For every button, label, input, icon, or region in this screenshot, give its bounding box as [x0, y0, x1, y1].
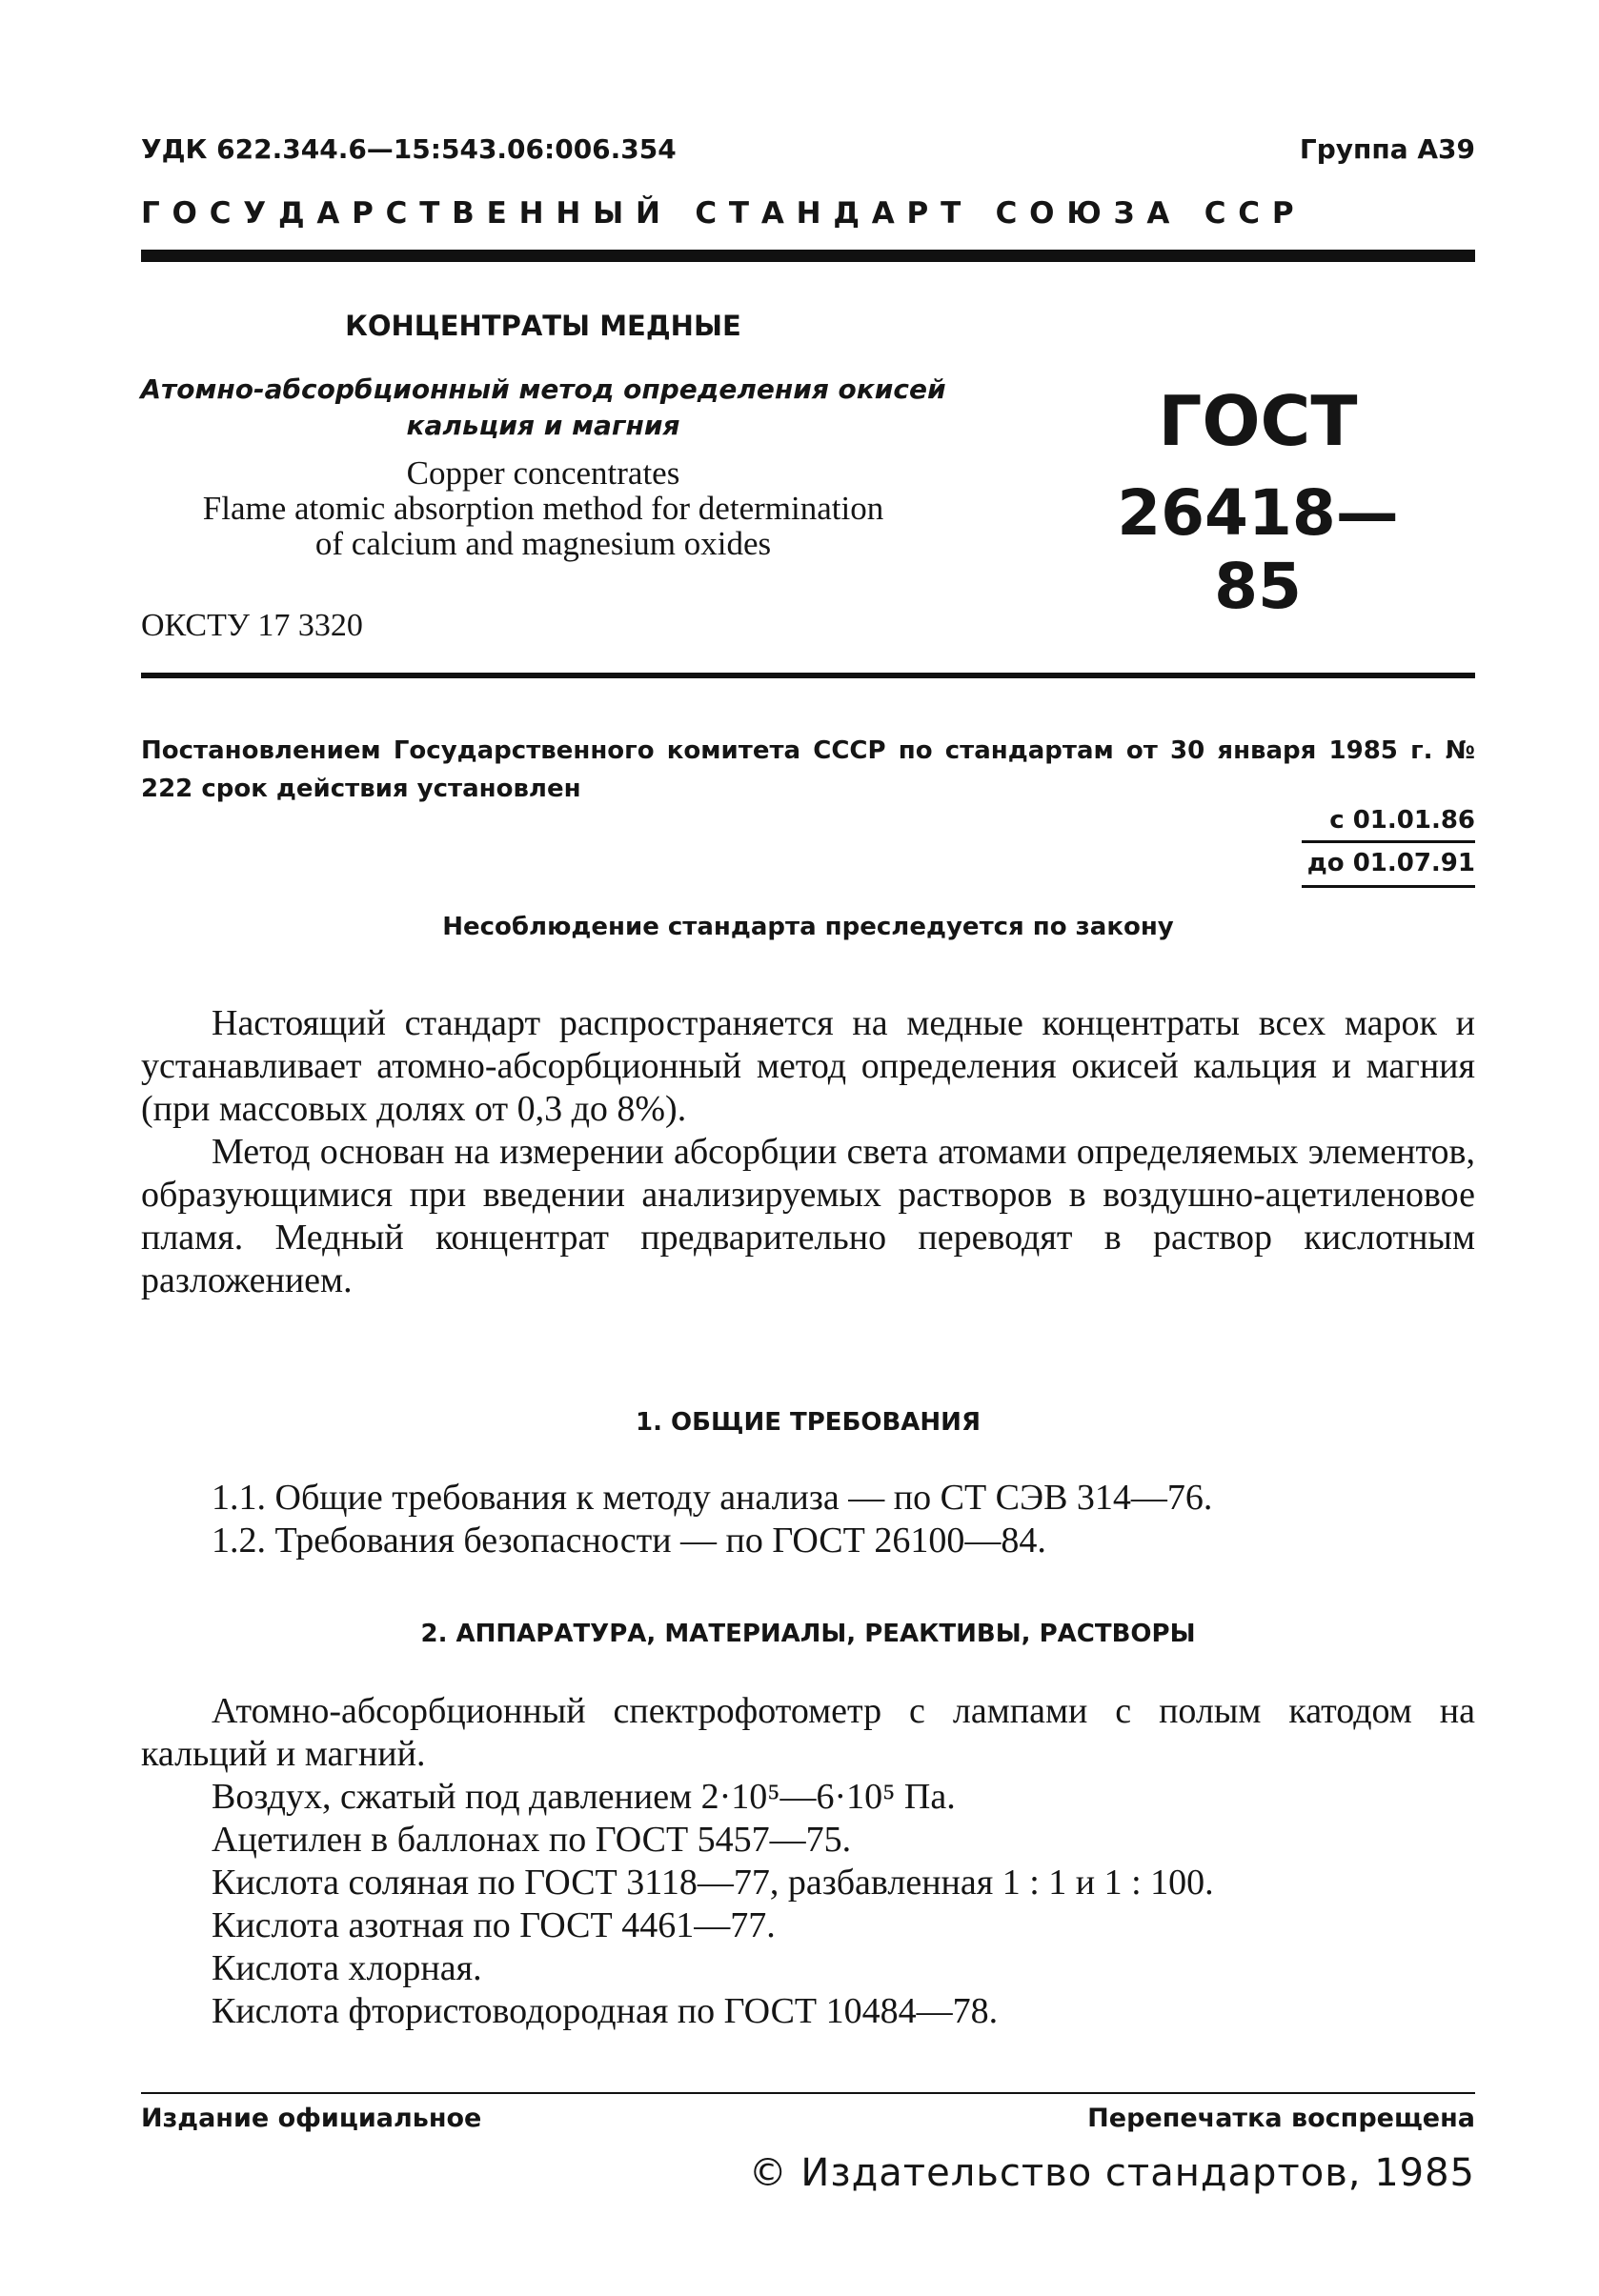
document-title-ru: КОНЦЕНТРАТЫ МЕДНЫЕ — [345, 310, 741, 342]
section-1-heading: 1. ОБЩИЕ ТРЕБОВАНИЯ — [636, 1408, 981, 1437]
reprint-notice: Перепечатка воспрещена — [1087, 2104, 1475, 2133]
section-1-body — [141, 1477, 1475, 1562]
decree-text: Постановлением Государственного комитета СССР по стандартам от 30 января 1985 г. № 222 срок действия установлен — [141, 736, 1475, 803]
section-2-item: Кислота азотная по ГОСТ 4461—77. — [212, 1905, 776, 1945]
section-2-item: Атомно-абсорбционный спектрофотометр с лампами с полым катодом на кальций и магний. — [141, 1691, 1475, 1774]
law-notice: Несоблюдение стандарта преследуется по закону — [442, 913, 1174, 941]
section-2-item: Воздух, сжатый под давлением 2·10⁵—6·10⁵ Па. — [212, 1777, 956, 1817]
oksty-code: ОКСТУ 17 3320 — [141, 608, 363, 643]
gost-label: ГОСТ — [1158, 381, 1358, 461]
title-divider — [141, 673, 1475, 678]
section-2-item: Кислота фтористоводородная по ГОСТ 10484—78. — [212, 1991, 999, 2031]
validity-period — [1302, 800, 1475, 888]
udk-code: УДК 622.344.6—15:543.06:006.354 — [141, 133, 677, 165]
section-2-body — [141, 1690, 1475, 2033]
gost-number: 26418—85 — [1117, 476, 1399, 623]
intro-paragraph-2: Метод основан на измерении абсорбции света атомами определяемых элементов, образующимися при введении анализируемых растворов в воздушно-ацетиленовое пламя. Медный концентрат предварительно переводят в раствор кислотным разложением. — [141, 1132, 1475, 1300]
document-title-en — [124, 455, 962, 561]
section-1-item: 1.1. Общие требования к методу анализа — по СТ СЭВ 314—76. — [212, 1478, 1213, 1518]
valid-to: до 01.07.91 — [1302, 840, 1475, 888]
title-en-line-3: of calcium and magnesium oxides — [314, 525, 772, 562]
publisher-copyright: © Издательство стандартов, 1985 — [748, 2151, 1475, 2195]
edition-label: Издание официальное — [141, 2104, 482, 2133]
document-subtitle-ru: Атомно-абсорбционный метод определения окисей кальция и магния — [140, 373, 946, 441]
section-2-item: Ацетилен в баллонах по ГОСТ 5457—75. — [212, 1820, 852, 1860]
intro-text — [141, 1002, 1475, 1302]
state-standard-banner: ГОСУДАРСТВЕННЫЙ СТАНДАРТ СОЮЗА ССР — [141, 196, 1306, 231]
valid-from: с 01.01.86 — [1329, 806, 1475, 835]
intro-paragraph-1: Настоящий стандарт распространяется на медные концентраты всех марок и устанавливает атомно-абсорбционный метод определения окисей кальция и магния (при массовых долях от 0,3 до 8%). — [141, 1003, 1475, 1129]
section-2-item: Кислота соляная по ГОСТ 3118—77, разбавленная 1 : 1 и 1 : 100. — [212, 1863, 1214, 1903]
section-2-heading: 2. АППАРАТУРА, МАТЕРИАЛЫ, РЕАКТИВЫ, РАСТВОРЫ — [420, 1620, 1196, 1648]
group-code: Группа А39 — [1299, 133, 1475, 165]
title-en-line-2: Flame atomic absorption method for determination — [202, 490, 884, 527]
title-en-line-1: Copper concentrates — [406, 454, 680, 492]
header-divider — [141, 250, 1475, 262]
section-2-item: Кислота хлорная. — [212, 1948, 482, 1988]
section-1-item: 1.2. Требования безопасности — по ГОСТ 26100—84. — [212, 1521, 1046, 1561]
footer-divider — [141, 2092, 1475, 2094]
